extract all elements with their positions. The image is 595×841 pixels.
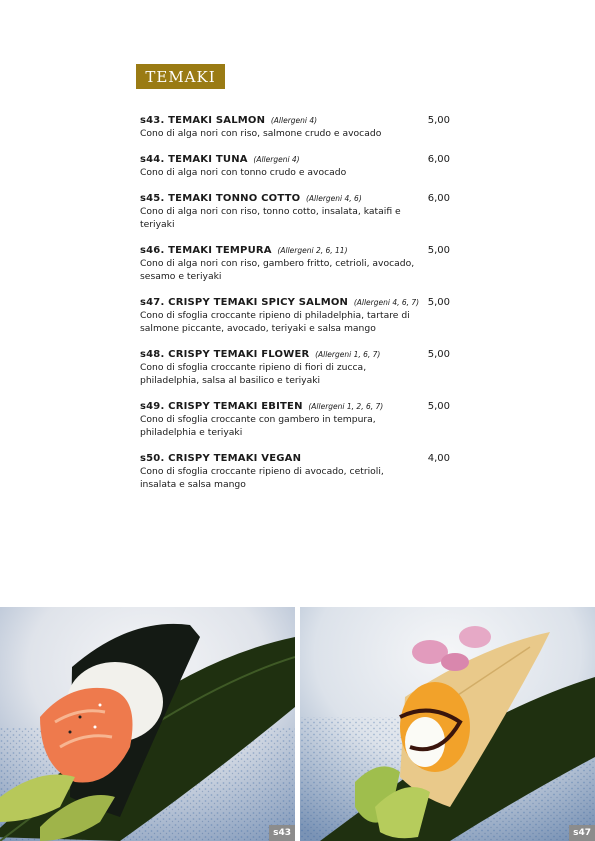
item-description: Cono di alga nori con riso, tonno cotto, insalata, kataifi e teriyaki xyxy=(140,206,401,230)
item-name: TEMAKI SALMON xyxy=(168,115,266,126)
menu-item xyxy=(140,114,450,153)
item-allergens: (Allergeni 2, 6, 11) xyxy=(277,246,348,255)
section-title: TEMAKI xyxy=(136,64,225,89)
item-code: s43. xyxy=(140,115,165,126)
item-price: 5,00 xyxy=(427,297,450,308)
item-description: Cono di sfoglia croccante ripieno di fiori di zucca, philadelphia, salsa al basilico e teriyaki xyxy=(140,362,367,386)
item-price: 5,00 xyxy=(427,349,450,360)
menu-item xyxy=(140,452,450,504)
item-name: CRISPY TEMAKI EBITEN xyxy=(168,401,303,412)
item-name: TEMAKI TEMPURA xyxy=(168,245,272,256)
salmon-temaki-illustration xyxy=(0,607,295,841)
item-description: Cono di alga nori con riso, salmone crudo e avocado xyxy=(140,128,382,139)
item-price: 4,00 xyxy=(427,453,450,464)
crispy-temaki-illustration xyxy=(300,607,595,841)
item-price: 5,00 xyxy=(427,401,450,412)
item-price: 6,00 xyxy=(427,154,450,165)
item-name: CRISPY TEMAKI VEGAN xyxy=(168,453,302,464)
menu-item xyxy=(140,244,450,296)
item-name: TEMAKI TONNO COTTO xyxy=(168,193,301,204)
item-code: s48. xyxy=(140,349,165,360)
item-allergens: (Allergeni 4) xyxy=(253,155,300,164)
item-code: s45. xyxy=(140,193,165,204)
item-code: s50. xyxy=(140,453,165,464)
item-price: 6,00 xyxy=(427,193,450,204)
item-description: Cono di sfoglia croccante con gambero in tempura, philadelphia e teriyaki xyxy=(140,414,376,438)
item-code: s49. xyxy=(140,401,165,412)
menu-item xyxy=(140,296,450,348)
item-allergens: (Allergeni 4, 6, 7) xyxy=(353,298,420,307)
menu-item xyxy=(140,348,450,400)
item-allergens: (Allergeni 4, 6) xyxy=(306,194,362,203)
item-allergens: (Allergeni 1, 6, 7) xyxy=(315,350,381,359)
photo-label: s43 xyxy=(269,825,295,841)
item-name: TEMAKI TUNA xyxy=(168,154,248,165)
item-description: Cono di sfoglia croccante ripieno di avocado, cetrioli, insalata e salsa mango xyxy=(140,466,384,490)
crispy-temaki-photo xyxy=(300,607,595,841)
item-allergens: (Allergeni 1, 2, 6, 7) xyxy=(308,402,384,411)
menu-item xyxy=(140,153,450,192)
menu-item xyxy=(140,192,450,244)
item-description: Cono di alga nori con riso, gambero fritto, cetrioli, avocado, sesamo e teriyaki xyxy=(140,258,415,282)
item-code: s46. xyxy=(140,245,165,256)
item-description: Cono di alga nori con tonno crudo e avocado xyxy=(140,167,347,178)
item-name: CRISPY TEMAKI FLOWER xyxy=(168,349,310,360)
photo-label: s47 xyxy=(569,825,595,841)
item-price: 5,00 xyxy=(427,115,450,126)
menu-list xyxy=(140,114,450,504)
menu-item xyxy=(140,400,450,452)
item-price: 5,00 xyxy=(427,245,450,256)
salmon-temaki-photo xyxy=(0,607,295,841)
item-code: s44. xyxy=(140,154,165,165)
item-name: CRISPY TEMAKI SPICY SALMON xyxy=(168,297,349,308)
item-allergens: (Allergeni 4) xyxy=(270,116,318,125)
item-description: Cono di sfoglia croccante ripieno di philadelphia, tartare di salmone piccante, avocado, teriyaki e salsa mango xyxy=(140,310,410,334)
item-code: s47. xyxy=(140,297,165,308)
